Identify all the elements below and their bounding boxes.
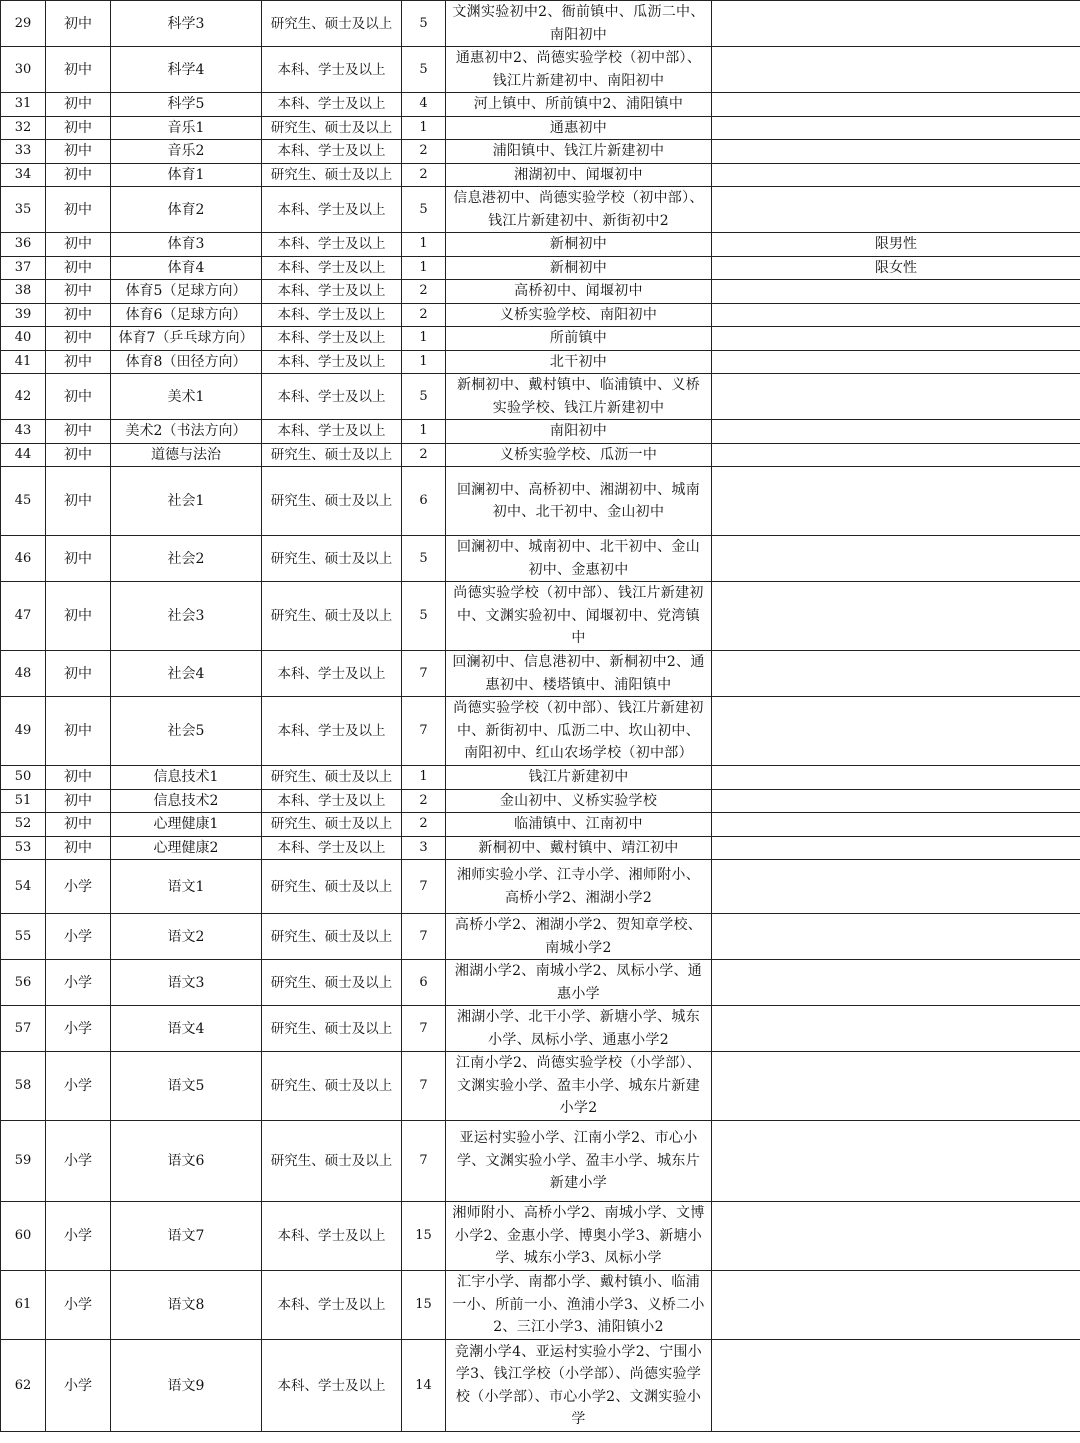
education-requirement: 本科、学士及以上: [262, 1340, 402, 1432]
remarks: [712, 140, 1080, 164]
position-count: 7: [402, 1006, 446, 1052]
position-count: 5: [402, 1, 446, 47]
school-stage: 小学: [46, 860, 111, 914]
subject: 体育3: [111, 233, 262, 257]
position-count: 7: [402, 1121, 446, 1202]
subject: 语文3: [111, 960, 262, 1006]
row-number: 59: [1, 1121, 46, 1202]
position-count: 14: [402, 1340, 446, 1432]
education-requirement: 本科、学士及以上: [262, 1202, 402, 1271]
row-number: 48: [1, 651, 46, 697]
education-requirement: 研究生、硕士及以上: [262, 443, 402, 467]
education-requirement: 本科、学士及以上: [262, 47, 402, 93]
education-requirement: 本科、学士及以上: [262, 303, 402, 327]
education-requirement: 研究生、硕士及以上: [262, 813, 402, 837]
education-requirement: 本科、学士及以上: [262, 93, 402, 117]
school-stage: 初中: [46, 303, 111, 327]
row-number: 53: [1, 836, 46, 860]
row-number: 33: [1, 140, 46, 164]
school-list: 江南小学2、尚德实验学校（小学部）、文渊实验小学、盈丰小学、城东片新建小学2: [446, 1052, 712, 1121]
subject: 体育8（田径方向）: [111, 350, 262, 374]
school-stage: 初中: [46, 93, 111, 117]
position-count: 1: [402, 327, 446, 351]
education-requirement: 研究生、硕士及以上: [262, 1006, 402, 1052]
row-number: 40: [1, 327, 46, 351]
school-list: 义桥实验学校、瓜沥一中: [446, 443, 712, 467]
education-requirement: 本科、学士及以上: [262, 140, 402, 164]
table-row: [1, 860, 1080, 914]
school-list: 回澜初中、高桥初中、湘湖初中、城南初中、北干初中、金山初中: [446, 467, 712, 536]
education-requirement: 研究生、硕士及以上: [262, 1052, 402, 1121]
row-number: 55: [1, 914, 46, 960]
table-row: [1, 766, 1080, 790]
school-stage: 初中: [46, 443, 111, 467]
school-stage: 初中: [46, 651, 111, 697]
subject: 语文7: [111, 1202, 262, 1271]
education-requirement: 本科、学士及以上: [262, 789, 402, 813]
table-row: [1, 420, 1080, 444]
row-number: 32: [1, 116, 46, 140]
education-requirement: 研究生、硕士及以上: [262, 163, 402, 187]
table-body: [1, 1, 1080, 1432]
subject: 美术2（书法方向）: [111, 420, 262, 444]
education-requirement: 本科、学士及以上: [262, 280, 402, 304]
remarks: [712, 1202, 1080, 1271]
school-list: 浦阳镇中、钱江片新建初中: [446, 140, 712, 164]
remarks: [712, 536, 1080, 582]
school-stage: 初中: [46, 766, 111, 790]
school-list: 回澜初中、信息港初中、新桐初中2、通惠初中、楼塔镇中、浦阳镇中: [446, 651, 712, 697]
position-count: 15: [402, 1202, 446, 1271]
row-number: 46: [1, 536, 46, 582]
row-number: 45: [1, 467, 46, 536]
education-requirement: 研究生、硕士及以上: [262, 116, 402, 140]
position-count: 6: [402, 960, 446, 1006]
school-list: 钱江片新建初中: [446, 766, 712, 790]
subject: 科学5: [111, 93, 262, 117]
school-stage: 初中: [46, 420, 111, 444]
education-requirement: 本科、学士及以上: [262, 697, 402, 766]
row-number: 34: [1, 163, 46, 187]
school-stage: 初中: [46, 327, 111, 351]
row-number: 47: [1, 582, 46, 651]
table-row: [1, 327, 1080, 351]
school-stage: 初中: [46, 233, 111, 257]
subject: 社会2: [111, 536, 262, 582]
subject: 美术1: [111, 374, 262, 420]
remarks: [712, 697, 1080, 766]
school-stage: 初中: [46, 536, 111, 582]
school-list: 新桐初中、戴村镇中、靖江初中: [446, 836, 712, 860]
row-number: 62: [1, 1340, 46, 1432]
subject: 音乐2: [111, 140, 262, 164]
table-row: [1, 467, 1080, 536]
education-requirement: 研究生、硕士及以上: [262, 766, 402, 790]
subject: 语文4: [111, 1006, 262, 1052]
school-list: 湘湖小学、北干小学、新塘小学、城东小学、凤标小学、通惠小学2: [446, 1006, 712, 1052]
subject: 语文1: [111, 860, 262, 914]
remarks: [712, 836, 1080, 860]
school-list: 高桥初中、闻堰初中: [446, 280, 712, 304]
remarks: [712, 960, 1080, 1006]
school-list: 通惠初中: [446, 116, 712, 140]
subject: 社会1: [111, 467, 262, 536]
education-requirement: 研究生、硕士及以上: [262, 536, 402, 582]
position-count: 1: [402, 350, 446, 374]
table-row: [1, 443, 1080, 467]
school-stage: 小学: [46, 960, 111, 1006]
row-number: 56: [1, 960, 46, 1006]
row-number: 60: [1, 1202, 46, 1271]
subject: 语文8: [111, 1271, 262, 1340]
school-list: 北干初中: [446, 350, 712, 374]
school-list: 湘师实验小学、江寺小学、湘师附小、高桥小学2、湘湖小学2: [446, 860, 712, 914]
subject: 科学3: [111, 1, 262, 47]
education-requirement: 研究生、硕士及以上: [262, 914, 402, 960]
school-list: 亚运村实验小学、江南小学2、市心小学、文渊实验小学、盈丰小学、城东片新建小学: [446, 1121, 712, 1202]
school-stage: 初中: [46, 163, 111, 187]
row-number: 51: [1, 789, 46, 813]
subject: 体育7（乒乓球方向）: [111, 327, 262, 351]
position-count: 1: [402, 420, 446, 444]
school-stage: 初中: [46, 116, 111, 140]
row-number: 39: [1, 303, 46, 327]
subject: 体育5（足球方向）: [111, 280, 262, 304]
school-list: 汇宇小学、南都小学、戴村镇小、临浦一小、所前一小、渔浦小学3、义桥二小2、三江小学3、浦阳镇小2: [446, 1271, 712, 1340]
table-row: [1, 374, 1080, 420]
subject: 社会4: [111, 651, 262, 697]
position-count: 2: [402, 789, 446, 813]
school-stage: 初中: [46, 256, 111, 280]
remarks: [712, 789, 1080, 813]
school-stage: 小学: [46, 1121, 111, 1202]
education-requirement: 研究生、硕士及以上: [262, 860, 402, 914]
school-list: 湘师附小、高桥小学2、南城小学、文博小学2、金惠小学、博奥小学3、新塘小学、城东小学3、凤标小学: [446, 1202, 712, 1271]
position-count: 15: [402, 1271, 446, 1340]
remarks: [712, 303, 1080, 327]
education-requirement: 本科、学士及以上: [262, 187, 402, 233]
subject: 信息技术1: [111, 766, 262, 790]
school-list: 尚德实验学校（初中部）、钱江片新建初中、文渊实验初中、闻堰初中、党湾镇中: [446, 582, 712, 651]
position-count: 5: [402, 582, 446, 651]
subject: 语文9: [111, 1340, 262, 1432]
table-row: [1, 350, 1080, 374]
remarks: [712, 860, 1080, 914]
school-stage: 初中: [46, 1, 111, 47]
table-row: [1, 1121, 1080, 1202]
remarks: [712, 47, 1080, 93]
table-row: [1, 536, 1080, 582]
table-row: [1, 47, 1080, 93]
school-stage: 初中: [46, 140, 111, 164]
remarks: [712, 1121, 1080, 1202]
row-number: 37: [1, 256, 46, 280]
table-row: [1, 960, 1080, 1006]
school-stage: 小学: [46, 1202, 111, 1271]
remarks: [712, 467, 1080, 536]
subject: 心理健康2: [111, 836, 262, 860]
position-count: 5: [402, 47, 446, 93]
education-requirement: 研究生、硕士及以上: [262, 582, 402, 651]
remarks: [712, 93, 1080, 117]
row-number: 41: [1, 350, 46, 374]
school-list: 湘湖小学2、南城小学2、凤标小学、通惠小学: [446, 960, 712, 1006]
school-list: 义桥实验学校、南阳初中: [446, 303, 712, 327]
table-row: [1, 116, 1080, 140]
table-row: [1, 233, 1080, 257]
row-number: 30: [1, 47, 46, 93]
row-number: 42: [1, 374, 46, 420]
position-count: 2: [402, 280, 446, 304]
row-number: 58: [1, 1052, 46, 1121]
school-list: 新桐初中: [446, 233, 712, 257]
remarks: [712, 582, 1080, 651]
education-requirement: 本科、学士及以上: [262, 1271, 402, 1340]
subject: 体育6（足球方向）: [111, 303, 262, 327]
table-row: [1, 140, 1080, 164]
row-number: 29: [1, 1, 46, 47]
position-count: 2: [402, 303, 446, 327]
subject: 道德与法治: [111, 443, 262, 467]
remarks: [712, 374, 1080, 420]
school-stage: 初中: [46, 789, 111, 813]
remarks: [712, 651, 1080, 697]
position-count: 5: [402, 187, 446, 233]
school-stage: 小学: [46, 1006, 111, 1052]
education-requirement: 本科、学士及以上: [262, 374, 402, 420]
position-count: 2: [402, 813, 446, 837]
education-requirement: 本科、学士及以上: [262, 420, 402, 444]
education-requirement: 本科、学士及以上: [262, 836, 402, 860]
school-list: 河上镇中、所前镇中2、浦阳镇中: [446, 93, 712, 117]
school-list: 临浦镇中、江南初中: [446, 813, 712, 837]
position-count: 3: [402, 836, 446, 860]
row-number: 38: [1, 280, 46, 304]
remarks: [712, 1340, 1080, 1432]
school-stage: 小学: [46, 914, 111, 960]
school-list: 新桐初中: [446, 256, 712, 280]
row-number: 49: [1, 697, 46, 766]
school-list: 回澜初中、城南初中、北干初中、金山初中、金惠初中: [446, 536, 712, 582]
table-row: [1, 256, 1080, 280]
position-count: 2: [402, 140, 446, 164]
position-count: 5: [402, 374, 446, 420]
position-count: 6: [402, 467, 446, 536]
table-row: [1, 1052, 1080, 1121]
position-count: 7: [402, 860, 446, 914]
education-requirement: 研究生、硕士及以上: [262, 1121, 402, 1202]
school-list: 南阳初中: [446, 420, 712, 444]
position-count: 7: [402, 1052, 446, 1121]
school-list: 信息港初中、尚德实验学校（初中部）、钱江片新建初中、新街初中2: [446, 187, 712, 233]
subject: 语文6: [111, 1121, 262, 1202]
remarks: [712, 1052, 1080, 1121]
position-count: 2: [402, 163, 446, 187]
row-number: 35: [1, 187, 46, 233]
school-stage: 初中: [46, 813, 111, 837]
row-number: 36: [1, 233, 46, 257]
remarks: [712, 1006, 1080, 1052]
table-row: [1, 1, 1080, 47]
table-row: [1, 697, 1080, 766]
remarks: [712, 443, 1080, 467]
position-count: 1: [402, 766, 446, 790]
school-list: 竞潮小学4、亚运村实验小学2、宁围小学3、钱江学校（小学部）、尚德实验学校（小学部）、市心小学2、文渊实验小学: [446, 1340, 712, 1432]
education-requirement: 本科、学士及以上: [262, 256, 402, 280]
school-stage: 初中: [46, 350, 111, 374]
school-list: 湘湖初中、闻堰初中: [446, 163, 712, 187]
education-requirement: 本科、学士及以上: [262, 327, 402, 351]
school-list: 新桐初中、戴村镇中、临浦镇中、义桥实验学校、钱江片新建初中: [446, 374, 712, 420]
subject: 科学4: [111, 47, 262, 93]
table-row: [1, 303, 1080, 327]
row-number: 31: [1, 93, 46, 117]
school-stage: 初中: [46, 467, 111, 536]
education-requirement: 本科、学士及以上: [262, 233, 402, 257]
education-requirement: 研究生、硕士及以上: [262, 960, 402, 1006]
school-list: 文渊实验初中2、衙前镇中、瓜沥二中、南阳初中: [446, 1, 712, 47]
school-stage: 初中: [46, 280, 111, 304]
table-row: [1, 1340, 1080, 1432]
position-count: 1: [402, 116, 446, 140]
table-row: [1, 582, 1080, 651]
row-number: 43: [1, 420, 46, 444]
school-stage: 小学: [46, 1052, 111, 1121]
subject: 体育4: [111, 256, 262, 280]
position-count: 7: [402, 697, 446, 766]
table-row: [1, 813, 1080, 837]
remarks: [712, 1, 1080, 47]
remarks: [712, 813, 1080, 837]
remarks: [712, 1271, 1080, 1340]
school-stage: 初中: [46, 582, 111, 651]
table-row: [1, 187, 1080, 233]
school-stage: 小学: [46, 1271, 111, 1340]
position-count: 7: [402, 651, 446, 697]
remarks: [712, 420, 1080, 444]
remarks: 限男性: [712, 233, 1080, 257]
row-number: 54: [1, 860, 46, 914]
table-row: [1, 914, 1080, 960]
subject: 音乐1: [111, 116, 262, 140]
school-stage: 初中: [46, 47, 111, 93]
remarks: [712, 187, 1080, 233]
row-number: 57: [1, 1006, 46, 1052]
school-stage: 初中: [46, 836, 111, 860]
remarks: [712, 914, 1080, 960]
school-stage: 小学: [46, 1340, 111, 1432]
table-row: [1, 651, 1080, 697]
school-list: 尚德实验学校（初中部）、钱江片新建初中、新街初中、瓜沥二中、坎山初中、南阳初中、红山农场学校（初中部）: [446, 697, 712, 766]
position-count: 1: [402, 256, 446, 280]
position-count: 1: [402, 233, 446, 257]
remarks: [712, 327, 1080, 351]
school-stage: 初中: [46, 187, 111, 233]
remarks: [712, 116, 1080, 140]
position-count: 4: [402, 93, 446, 117]
subject: 信息技术2: [111, 789, 262, 813]
school-stage: 初中: [46, 697, 111, 766]
remarks: 限女性: [712, 256, 1080, 280]
education-requirement: 研究生、硕士及以上: [262, 467, 402, 536]
subject: 语文5: [111, 1052, 262, 1121]
position-count: 7: [402, 914, 446, 960]
table-row: [1, 280, 1080, 304]
subject: 社会3: [111, 582, 262, 651]
school-stage: 初中: [46, 374, 111, 420]
school-list: 金山初中、义桥实验学校: [446, 789, 712, 813]
position-count: 5: [402, 536, 446, 582]
remarks: [712, 766, 1080, 790]
table-row: [1, 163, 1080, 187]
school-list: 通惠初中2、尚德实验学校（初中部）、钱江片新建初中、南阳初中: [446, 47, 712, 93]
row-number: 52: [1, 813, 46, 837]
school-list: 高桥小学2、湘湖小学2、贺知章学校、南城小学2: [446, 914, 712, 960]
subject: 社会5: [111, 697, 262, 766]
subject: 语文2: [111, 914, 262, 960]
table-row: [1, 836, 1080, 860]
row-number: 61: [1, 1271, 46, 1340]
school-list: 所前镇中: [446, 327, 712, 351]
table-row: [1, 1271, 1080, 1340]
subject: 心理健康1: [111, 813, 262, 837]
education-requirement: 研究生、硕士及以上: [262, 1, 402, 47]
remarks: [712, 280, 1080, 304]
row-number: 50: [1, 766, 46, 790]
table-row: [1, 1202, 1080, 1271]
education-requirement: 本科、学士及以上: [262, 651, 402, 697]
remarks: [712, 163, 1080, 187]
table-row: [1, 93, 1080, 117]
subject: 体育2: [111, 187, 262, 233]
table-row: [1, 1006, 1080, 1052]
table-row: [1, 789, 1080, 813]
row-number: 44: [1, 443, 46, 467]
remarks: [712, 350, 1080, 374]
subject: 体育1: [111, 163, 262, 187]
position-count: 2: [402, 443, 446, 467]
education-requirement: 本科、学士及以上: [262, 350, 402, 374]
